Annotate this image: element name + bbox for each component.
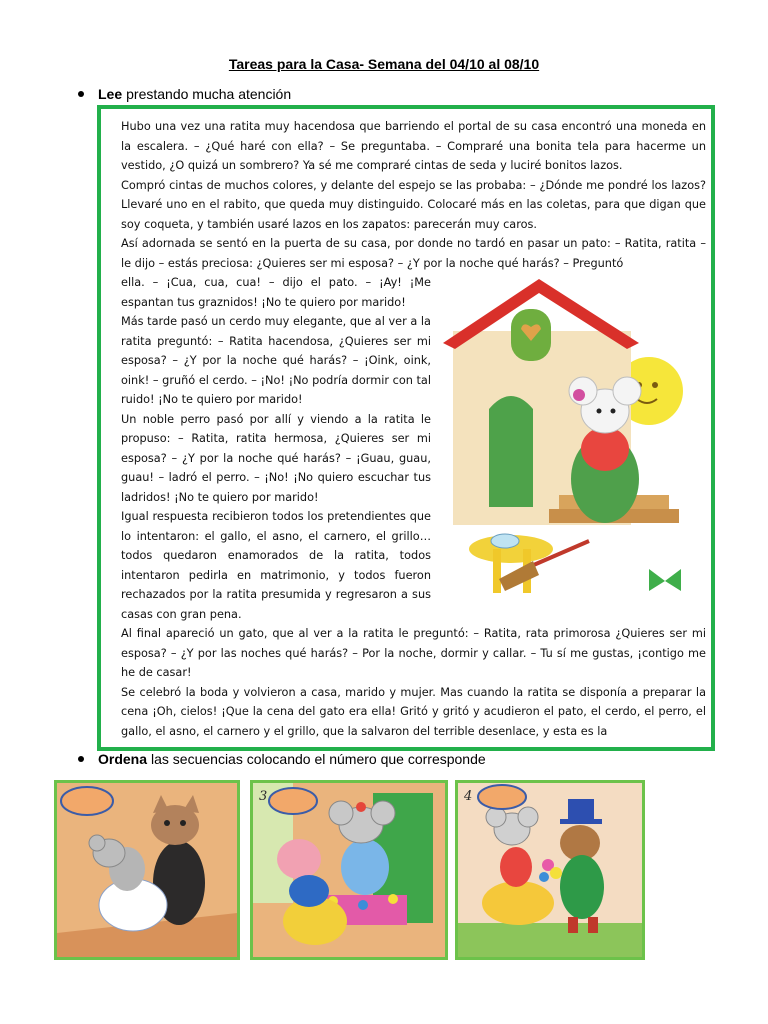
number-oval[interactable] (269, 788, 317, 814)
story-frame (97, 105, 715, 751)
story-paragraph: Más tarde pasó un cerdo muy elegante, que al ver a la ratita preguntó: – Ratita hacendosa, ¿Quieres ser mi esposa? – ¿Y por la noche qué harás? – ¡Oink, oink, oink! – gruñó el cerdo. – ¡No! ¡No podría dormir con tal ruido! ¡No te quiero por marido! (121, 315, 431, 406)
instruction-read (78, 86, 291, 102)
sequence-card (54, 780, 240, 960)
pig-mouse-illustration (253, 783, 445, 957)
instruction-order-text: las secuencias colocando el número que corresponde (151, 751, 486, 767)
story-paragraph: Al final apareció un gato, que al ver a la ratita le preguntó: – Ratita, rata primorosa ¿Quieres ser mi esposa? – ¿Y por las noches qué harás? – Por la noche, dormir y callar. – Tu sí me gustas, ¡contigo me he de casar! (121, 627, 706, 679)
number-oval[interactable] (478, 785, 526, 809)
number-oval[interactable] (61, 787, 113, 815)
story-paragraph: ella. – ¡Cua, cua, cua! – dijo el pato. – ¡Ay! ¡Me espantan tus graznidos! ¡No te quiero por marido! (121, 276, 431, 309)
story-paragraph: Compró cintas de muchos colores, y delante del espejo se las probaba: – ¿Dónde me pondré los lazos? Llevaré uno en el rabito, que queda muy distinguido. Colocaré más en las coletas, para que digan que soy coqueta, y también usaré lazos en los zapatos: parecerán muy caros. (121, 178, 706, 231)
ratita-house-illustration (439, 279, 701, 615)
cat-mouse-dance-illustration (57, 783, 237, 957)
cat-flowers-mouse-illustration (458, 783, 642, 957)
sequence-card (455, 780, 645, 960)
story-paragraph: Así adornada se sentó en la puerta de su casa, por donde no tardó en pasar un pato: – Ratita, ratita – le dijo – estás preciosa: ¿Quieres ser mi esposa? – ¿Y por la noche qué harás? – Preguntó (121, 237, 706, 270)
sequence-number: 4 (464, 789, 473, 804)
story-paragraph: Un noble perro pasó por allí y viendo a la ratita le propuso: – Ratita, ratita hermosa, ¿Quieres ser mi esposa? – ¿Y por la noche qué harás? – ¡Guau, guau, guau! – ladró el perro. – ¡No! ¡No quiero escuchar tus ladridos! ¡No te quiero por marido! (121, 412, 431, 504)
story-paragraph: Se celebró la boda y volvieron a casa, marido y mujer. Mas cuando la ratita se disponía a preparar la cena ¡Oh, cielos! ¡Que la cena del gato era ella! Gritó y gritó y acudieron el pato, el cerdo, el perro, el gallo, el asno, el carnero y el grillo, que la salvaron del terrible desenlace, y esta es la (121, 685, 706, 738)
sequence-number: 3 (259, 789, 268, 804)
story-paragraph: Hubo una vez una ratita muy hacendosa que barriendo el portal de su casa encontró una moneda en la escalera. – ¿Qué haré con ella? – Se preguntaba. – Compraré una bonita tela para hacerme un vestido, ¿O quizá un sombrero? Ya sé me compraré cintas de seda y luciré bonitos lazos. (121, 120, 706, 172)
bullet-icon (78, 756, 84, 762)
instruction-order-keyword: Ordena (98, 751, 148, 767)
sequence-card (250, 780, 448, 960)
instruction-read-text: prestando mucha atención (126, 86, 292, 102)
instruction-order (78, 751, 486, 767)
page-title: Tareas para la Casa- Semana del 04/10 al 08/10 (228, 56, 540, 72)
bullet-icon (78, 91, 84, 97)
instruction-read-keyword: Lee (98, 86, 123, 102)
story-paragraph: Igual respuesta recibieron todos los pretendientes que lo intentaron: el gallo, el asno, el carnero, el grillo… todos quedaron enamorados de la ratita, todos intentaron pedirla en matrimonio, y todos fueron rechazados por la ratita presumida y regresaron a sus casas con gran pena. (121, 510, 431, 621)
